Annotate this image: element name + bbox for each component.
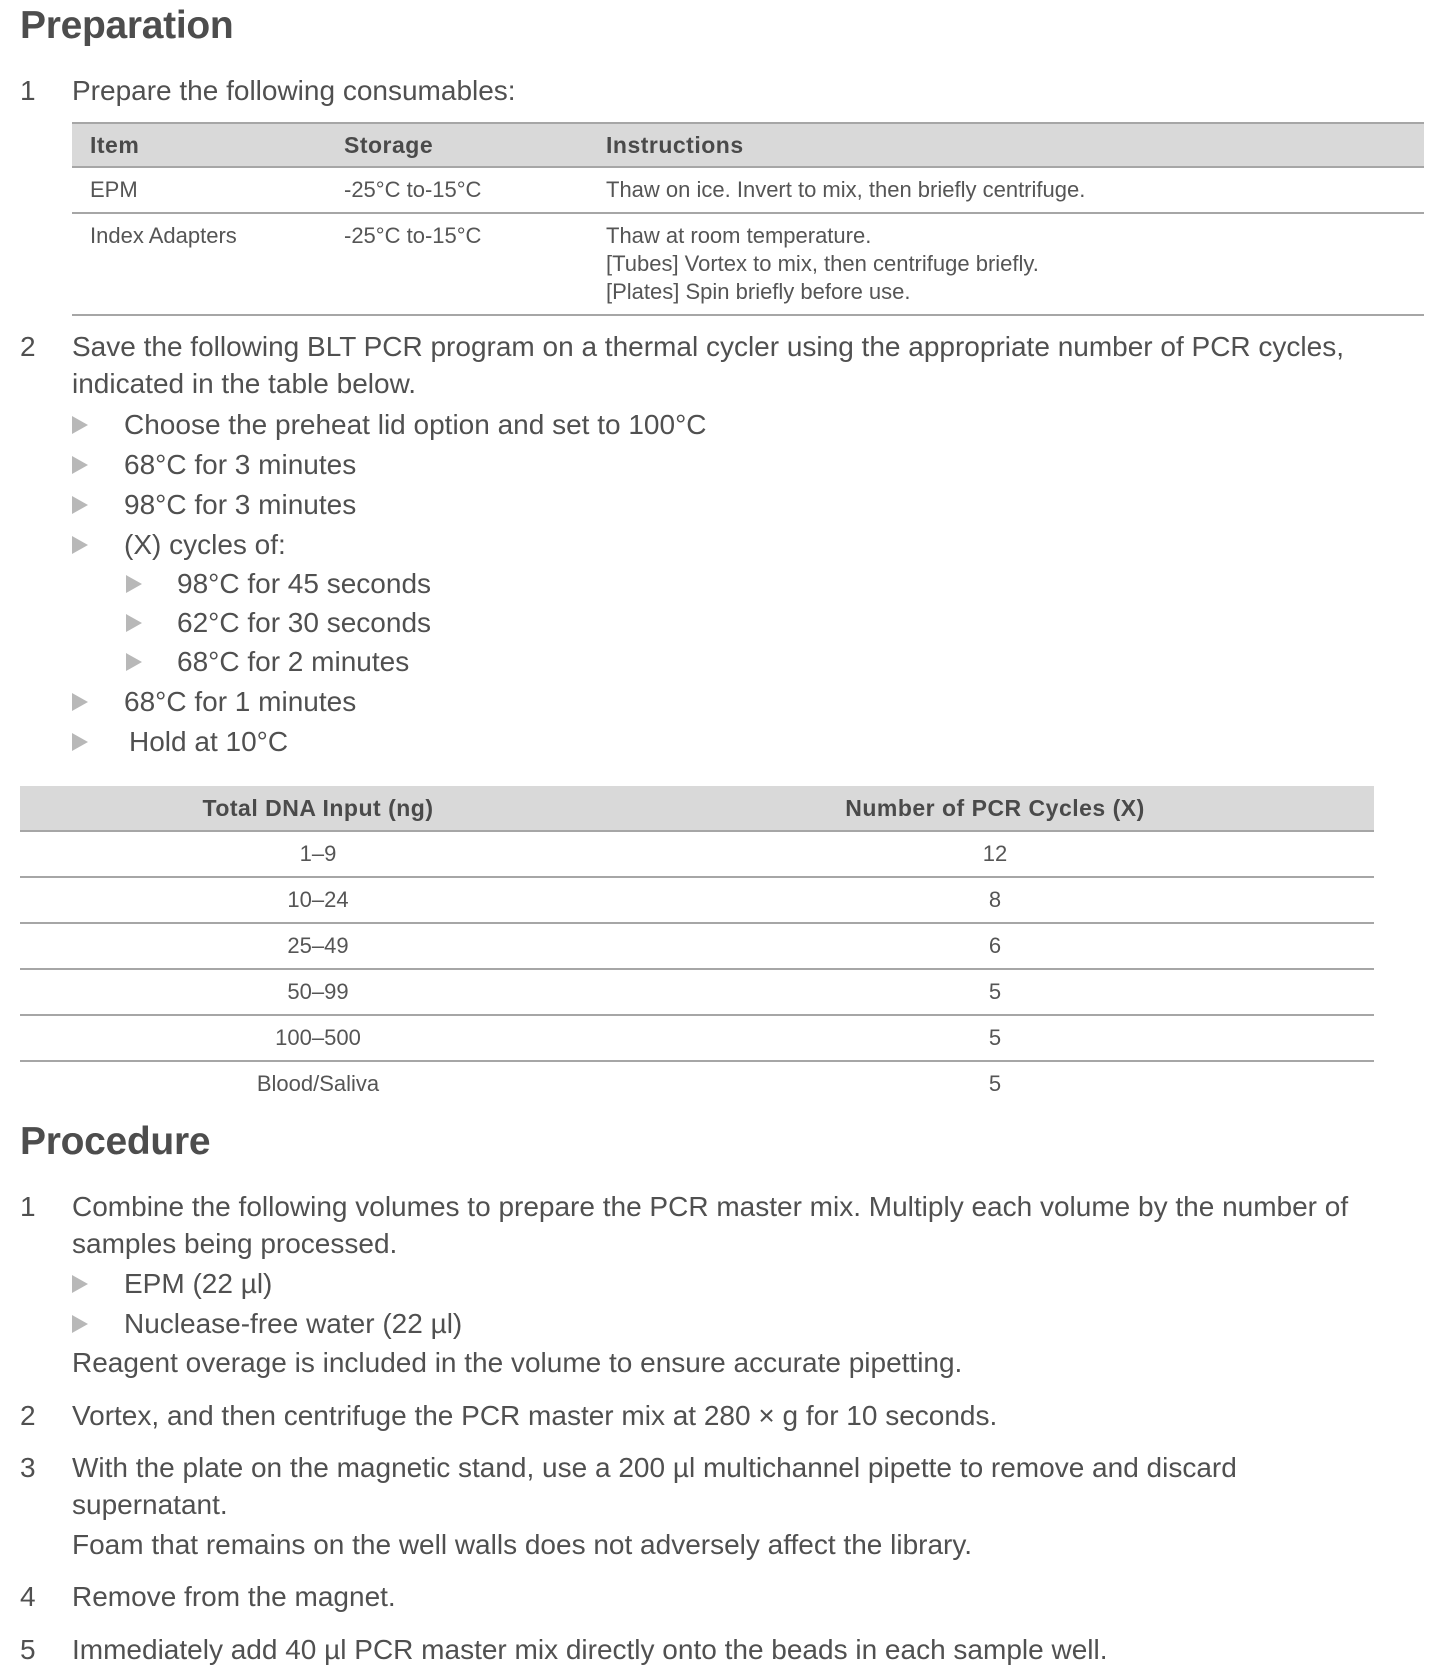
step-text-line1: Immediately add 40 µl PCR master mix directly onto the beads in each sample well. [72,1634,1108,1665]
step-number: 4 [20,1581,36,1612]
table-row [20,1061,1374,1106]
step-text-line2: samples being processed. [72,1228,398,1259]
cell-pcr-cycles: 6 [616,923,1374,969]
program-substep: 62°C for 30 seconds [177,607,432,638]
reagent-item: EPM (22 µl) [124,1268,273,1299]
table-row [20,1015,1374,1061]
table-row [72,167,1424,213]
col-header-pcr-cycles: Number of PCR Cycles (X) [616,786,1374,831]
cell-item: EPM [72,167,326,213]
program-step: Hold at 10°C [129,726,289,757]
cell-dna-input: 100–500 [20,1015,616,1061]
preparation-heading: Preparation [20,4,234,47]
program-step: 68°C for 3 minutes [124,449,357,480]
program-substep: 98°C for 45 seconds [177,568,432,599]
bullet-triangle-icon [72,496,88,514]
bullet-triangle-icon [72,693,88,711]
step-text-line1: Vortex, and then centrifuge the PCR master mix at 280 × g for 10 seconds. [72,1400,998,1431]
col-header-dna-input: Total DNA Input (ng) [20,786,616,831]
cell-pcr-cycles: 5 [616,969,1374,1015]
table-row [72,213,1424,315]
program-step: 98°C for 3 minutes [124,489,357,520]
bullet-triangle-icon [72,416,88,434]
step-text-line2: indicated in the table below. [72,368,417,399]
reagent-item: Nuclease-free water (22 µl) [124,1308,463,1339]
step-number: 2 [20,1400,36,1431]
instruction-line: [Plates] Spin briefly before use. [606,279,911,304]
step-number: 2 [20,331,36,362]
bullet-triangle-icon [126,653,142,671]
step-text-line1: Combine the following volumes to prepare the PCR master mix. Multiply each volume by the number of [72,1191,1349,1222]
bullet-triangle-icon [126,575,142,593]
cell-dna-input: 1–9 [20,831,616,877]
step-number: 5 [20,1634,36,1665]
cell-storage: -25°C to-15°C [326,213,588,315]
col-header-instructions: Instructions [588,123,1424,167]
step-number: 1 [20,1191,36,1222]
cell-pcr-cycles: 5 [616,1015,1374,1061]
bullet-triangle-icon [72,733,88,751]
program-step: Choose the preheat lid option and set to 100°C [124,409,707,440]
col-header-storage: Storage [326,123,588,167]
pcr-cycles-table [20,786,1374,1106]
program-step: 68°C for 1 minutes [124,686,357,717]
cell-dna-input: 10–24 [20,877,616,923]
procedure-heading: Procedure [20,1120,211,1163]
program-substep: 68°C for 2 minutes [177,646,410,677]
step-text-line1: Remove from the magnet. [72,1581,396,1612]
col-header-item: Item [72,123,326,167]
bullet-triangle-icon [72,456,88,474]
step-text: Prepare the following consumables: [72,75,516,106]
table-row [20,831,1374,877]
table-row [20,969,1374,1015]
step-number: 3 [20,1452,36,1483]
table-header-row [72,123,1424,167]
table-row [20,923,1374,969]
step-text-line1: With the plate on the magnetic stand, use a 200 µl multichannel pipette to remove and discard [72,1452,1237,1483]
step-note: Reagent overage is included in the volume to ensure accurate pipetting. [72,1347,963,1378]
instruction-line: [Tubes] Vortex to mix, then centrifuge briefly. [606,251,1039,276]
cell-instructions [588,213,1424,315]
cell-dna-input: 25–49 [20,923,616,969]
consumables-table [72,122,1424,316]
bullet-triangle-icon [72,536,88,554]
cell-storage: -25°C to-15°C [326,167,588,213]
step-text-line1: Save the following BLT PCR program on a thermal cycler using the appropriate number of PCR cycles, [72,331,1345,362]
bullet-triangle-icon [72,1275,88,1293]
cell-item: Index Adapters [72,213,326,315]
cell-instructions: Thaw on ice. Invert to mix, then briefly centrifuge. [588,167,1424,213]
table-row [20,877,1374,923]
table-header-row [20,786,1374,831]
step-number: 1 [20,75,36,106]
bullet-triangle-icon [72,1315,88,1333]
step-text-line2: supernatant. [72,1489,228,1520]
cell-pcr-cycles: 5 [988,1071,1002,1096]
cell-dna-input: 50–99 [20,969,616,1015]
program-step: (X) cycles of: [124,529,286,560]
cell-dna-input: Blood/Saliva [256,1071,380,1096]
instruction-line: Thaw at room temperature. [606,223,872,248]
cell-pcr-cycles: 12 [616,831,1374,877]
step-note: Foam that remains on the well walls does not adversely affect the library. [72,1529,973,1560]
bullet-triangle-icon [126,614,142,632]
cell-pcr-cycles: 8 [616,877,1374,923]
